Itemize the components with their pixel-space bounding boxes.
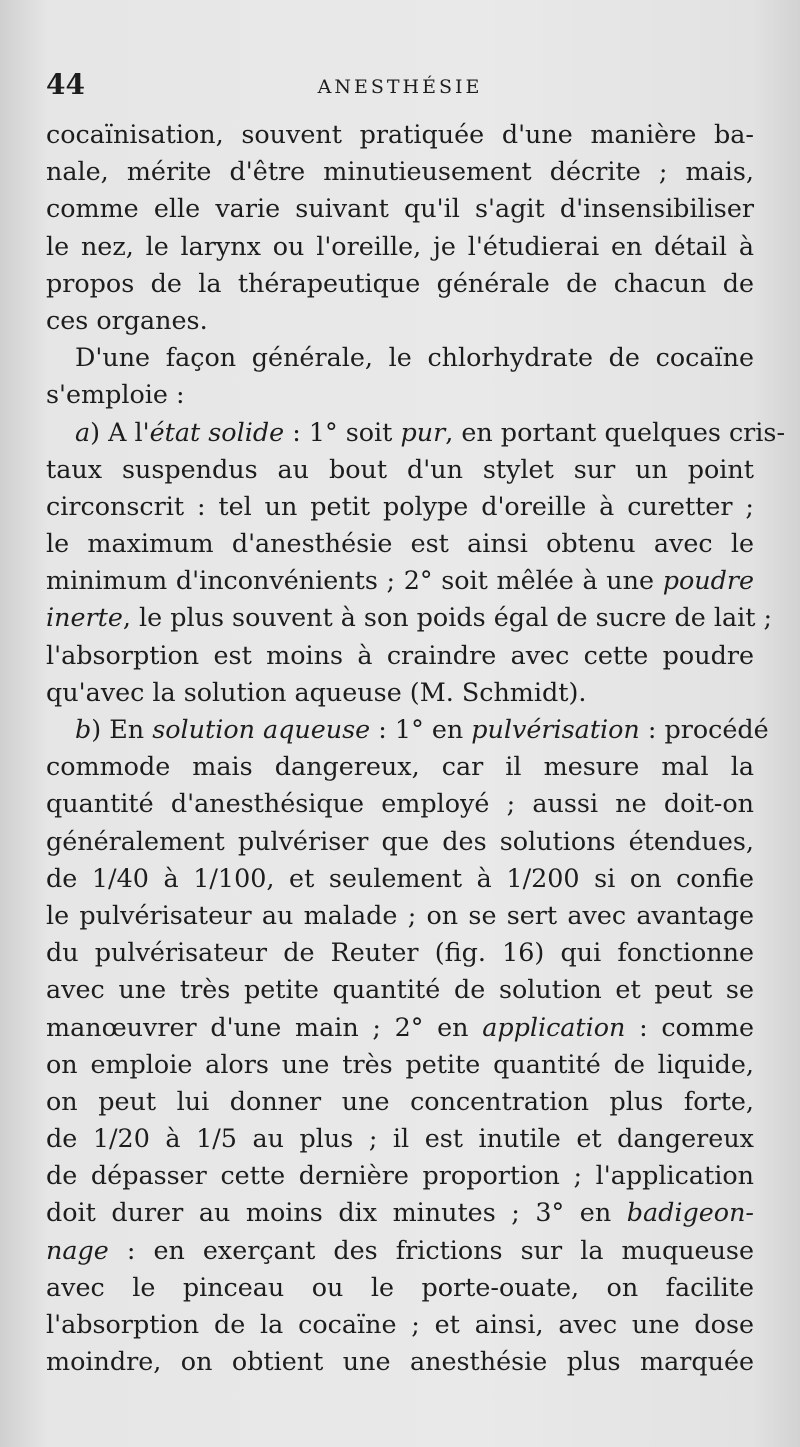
italic-text: badigeon- — [626, 1197, 754, 1228]
text-line — [46, 1009, 754, 1046]
italic-text: poudre — [662, 565, 754, 596]
text-line — [46, 153, 754, 190]
text-run: comme elle varie suivant qu'il s'agit d'insensibiliser — [46, 193, 754, 224]
text-line — [46, 228, 754, 265]
text-run: taux suspendus au bout d'un stylet sur un point — [46, 453, 754, 484]
text-run: avec une très petite quantité de solution et peut se — [46, 974, 754, 1005]
text-line — [46, 376, 754, 413]
text-run: : en exerçant des frictions sur la muqueuse — [108, 1234, 754, 1265]
body-text — [46, 116, 786, 1380]
text-line — [46, 265, 754, 302]
text-run: ) A l' — [90, 416, 150, 447]
text-run: , en portant quelques cris- — [445, 416, 786, 447]
text-run: : 1° soit — [284, 416, 401, 447]
text-run: nale, mérite d'être minutieusement décrite ; mais, — [46, 156, 754, 187]
italic-text: solution aqueuse — [152, 714, 371, 744]
text-line — [46, 748, 754, 785]
text-run: , le plus souvent à son poids égal de sucre de lait ; — [122, 602, 773, 633]
italic-text: inerte — [46, 602, 123, 633]
text-run: commode mais dangereux, car il mesure mal la — [46, 751, 754, 782]
text-run: de 1/20 à 1/5 au plus ; il est inutile et dangereux — [46, 1123, 754, 1154]
text-line — [46, 1083, 754, 1120]
italic-text: état solide — [149, 416, 285, 447]
text-run: ) En — [91, 714, 153, 744]
text-run: : procédé — [639, 714, 769, 744]
italic-text: application — [482, 1011, 626, 1042]
text-line — [46, 339, 754, 376]
text-line — [46, 1120, 754, 1157]
text-line — [46, 823, 754, 860]
text-line — [46, 934, 754, 971]
text-line — [46, 1343, 754, 1380]
text-run: circonscrit : tel un petit polype d'oreille à curetter ; — [46, 490, 754, 521]
text-line — [46, 1232, 754, 1269]
text-run: généralement pulvériser que des solutions étendues, — [46, 825, 754, 856]
text-run: de 1/40 à 1/100, et seulement à 1/200 si on confie — [46, 862, 754, 893]
text-run: du pulvérisateur de Reuter (fig. 16) qui fonctionne — [46, 937, 754, 968]
text-run: manœuvrer d'une main ; 2° en — [46, 1011, 483, 1042]
text-run: propos de la thérapeutique générale de chacun de — [46, 267, 754, 298]
text-line — [46, 525, 754, 562]
text-run: qu'avec la solution aqueuse (M. Schmidt). — [46, 676, 587, 707]
text-line — [46, 1306, 754, 1343]
text-run: D'une façon générale, le chlorhydrate de cocaïne — [75, 342, 754, 373]
text-run: : comme — [625, 1011, 755, 1042]
text-run: le nez, le larynx ou l'oreille, je l'étudierai en détail à — [46, 230, 754, 261]
text-line — [46, 1046, 754, 1083]
text-run: l'absorption de la cocaïne ; et ainsi, avec une dose — [46, 1309, 754, 1339]
page-header — [46, 68, 754, 104]
text-line — [46, 971, 754, 1008]
text-line — [46, 116, 754, 153]
running-title: ANESTHÉSIE — [317, 76, 483, 98]
text-run: le maximum d'anesthésie est ainsi obtenu avec le — [46, 528, 754, 559]
text-line — [46, 451, 754, 488]
text-run: on emploie alors une très petite quantité de liquide, — [46, 1048, 754, 1079]
text-run: on peut lui donner une concentration plus forte, — [46, 1085, 754, 1116]
text-run: l'absorption est moins à craindre avec cette poudre — [46, 639, 754, 670]
text-line — [46, 190, 754, 227]
page-number: 44 — [46, 68, 85, 101]
italic-text: pur — [400, 416, 446, 447]
text-run: le pulvérisateur au malade ; on se sert avec avantage — [46, 899, 754, 930]
text-line — [46, 599, 773, 636]
text-run: cocaïnisation, souvent pratiquée d'une manière ba- — [46, 119, 754, 149]
text-line — [46, 1157, 754, 1194]
italic-text: a — [75, 416, 91, 447]
text-run: avec le pinceau ou le porte-ouate, on facilite — [46, 1271, 754, 1302]
text-line — [46, 785, 754, 822]
text-line — [46, 302, 754, 339]
text-line — [46, 860, 754, 897]
italic-text: pulvérisation — [471, 714, 640, 744]
italic-text: nage — [46, 1234, 109, 1265]
text-line — [46, 897, 754, 934]
text-run: s'emploie : — [46, 379, 185, 410]
text-run: minimum d'inconvénients ; 2° soit mêlée à une — [46, 565, 663, 596]
text-line — [46, 488, 754, 525]
text-line — [46, 637, 754, 674]
text-line — [46, 1269, 754, 1306]
text-line — [46, 674, 754, 711]
text-run: : 1° en — [370, 714, 472, 744]
text-line — [46, 562, 754, 599]
text-run: quantité d'anesthésique employé ; aussi ne doit-on — [46, 788, 754, 819]
text-run: moindre, on obtient une anesthésie plus marquée — [46, 1346, 754, 1377]
text-run: de dépasser cette dernière proportion ; l'application — [46, 1160, 754, 1191]
italic-text: b — [75, 714, 92, 744]
text-run: ces organes. — [46, 304, 208, 335]
text-line — [46, 414, 786, 451]
text-run: doit durer au moins dix minutes ; 3° en — [46, 1197, 627, 1228]
text-line — [46, 1194, 754, 1231]
text-line — [46, 711, 769, 748]
